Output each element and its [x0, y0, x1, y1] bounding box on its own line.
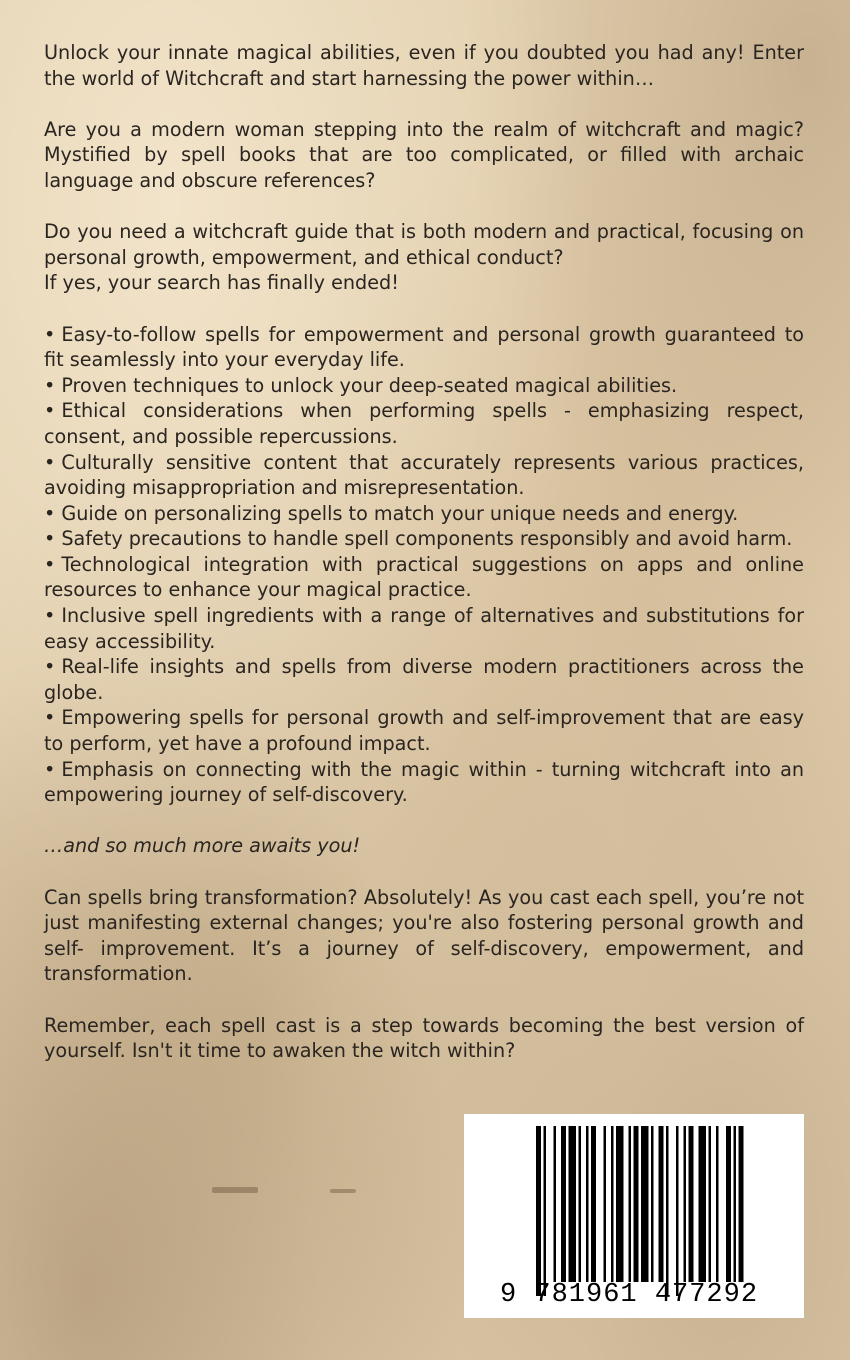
feature-list-item	[44, 526, 804, 552]
barcode-bar	[569, 1126, 577, 1282]
feature-list-item-text: Guide on personalizing spells to match your unique needs and energy.	[61, 501, 739, 525]
feature-list-item-text: Inclusive spell ingredients with a range of alternatives and substitutions for easy accessibility.	[44, 604, 804, 653]
feature-list-item-text: Easy-to-follow spells for empowerment and personal growth guaranteed to fit seamlessly into your everyday life.	[44, 322, 804, 372]
bullet-dot: •	[44, 501, 56, 525]
back-cover-text	[44, 40, 804, 1064]
feature-list-item-text: Technological integration with practical suggestions on apps and online resources to enhance your magical practice.	[44, 552, 804, 602]
intro-paragraph-2: Are you a modern woman stepping into the realm of witchcraft and magic? Mystified by spell books that are too complicated, or filled with archaic language and obscure references?	[44, 117, 804, 192]
barcode-bar	[651, 1126, 654, 1282]
barcode-bar	[699, 1126, 707, 1282]
bullet-dot: •	[44, 552, 56, 576]
barcode-bar	[641, 1126, 649, 1282]
barcode-bar	[611, 1126, 614, 1282]
barcode-bar	[716, 1126, 719, 1282]
barcode-bar	[734, 1126, 737, 1282]
feature-list-item	[44, 603, 804, 654]
barcode-bar	[739, 1126, 744, 1282]
feature-list-item-text: Proven techniques to unlock your deep-seated magical abilities.	[61, 373, 678, 397]
paper-smudge	[212, 1187, 258, 1193]
bullet-dot: •	[44, 399, 56, 423]
feature-list-item-text: Emphasis on connecting with the magic within - turning witchcraft into an empowering journey of self-discovery.	[44, 757, 804, 807]
tagline: …and so much more awaits you!	[44, 834, 361, 858]
feature-list	[44, 322, 804, 808]
barcode-bar	[536, 1126, 541, 1296]
barcode-bar	[666, 1126, 669, 1296]
barcode-bar	[616, 1126, 624, 1282]
bullet-dot: •	[44, 373, 56, 397]
bullet-dot: •	[44, 757, 56, 781]
feature-list-item	[44, 373, 804, 399]
feature-list-item	[44, 450, 804, 501]
feature-list-item-text: Safety precautions to handle spell components responsibly and avoid harm.	[61, 527, 793, 551]
barcode-bar	[591, 1126, 596, 1282]
paper-smudge	[330, 1189, 356, 1193]
feature-list-item	[44, 398, 804, 449]
barcode-bar	[629, 1126, 632, 1282]
bullet-dot: •	[44, 450, 56, 474]
barcode-bar	[579, 1126, 582, 1282]
feature-list-item	[44, 552, 804, 603]
feature-list-item-text: Real-life insights and spells from diverse modern practitioners across the globe.	[44, 655, 804, 704]
isbn-barcode	[464, 1114, 804, 1318]
isbn-number: 9 781961 477292	[500, 1280, 759, 1310]
barcode-bar	[586, 1126, 589, 1282]
barcode-bar	[676, 1126, 679, 1296]
bullet-dot: •	[44, 322, 56, 346]
feature-list-item-text: Empowering spells for personal growth and self-improvement that are easy to perform, yet have a profound impact.	[44, 706, 804, 756]
barcode-bar	[726, 1126, 731, 1282]
bullet-dot: •	[44, 527, 56, 551]
feature-list-item	[44, 757, 804, 808]
bullet-dot: •	[44, 604, 56, 628]
barcode-bar	[709, 1126, 712, 1282]
intro-paragraph-3-answer: If yes, your search has finally ended!	[44, 271, 399, 295]
feature-list-item	[44, 705, 804, 756]
barcode-bar	[659, 1126, 664, 1282]
barcode-bar	[634, 1126, 639, 1282]
barcode-bar	[684, 1126, 687, 1282]
feature-list-item-text: Ethical considerations when performing spells - emphasizing respect, consent, and possible repercussions.	[44, 399, 804, 448]
intro-paragraph-1: Unlock your innate magical abilities, even if you doubted you had any! Enter the world of Witchcraft and start harnessing the power within…	[44, 41, 804, 90]
closing-paragraph-2: Remember, each spell cast is a step towards becoming the best version of yourself. Isn't it time to awaken the witch within?	[44, 1013, 804, 1063]
barcode-bar	[554, 1126, 557, 1282]
barcode-bar	[561, 1126, 566, 1282]
bullet-dot: •	[44, 706, 56, 730]
bullet-dot: •	[44, 655, 56, 679]
feature-list-item	[44, 322, 804, 373]
feature-list-item-text: Culturally sensitive content that accurately represents various practices, avoiding misappropriation and misrepresentation.	[44, 450, 804, 500]
intro-paragraph-3: Do you need a witchcraft guide that is both modern and practical, focusing on personal growth, empowerment, and ethical conduct?	[44, 220, 804, 269]
feature-list-item	[44, 654, 804, 705]
feature-list-item	[44, 501, 804, 527]
barcode-bar	[544, 1126, 547, 1296]
barcode-bar	[689, 1126, 694, 1282]
closing-paragraph-1: Can spells bring transformation? Absolutely! As you cast each spell, you’re not just manifesting external changes; you're also fostering personal growth and self- improvement. It’s a journey of self-discovery, empowerment, and transformation.	[44, 885, 804, 986]
barcode-bar	[604, 1126, 607, 1282]
